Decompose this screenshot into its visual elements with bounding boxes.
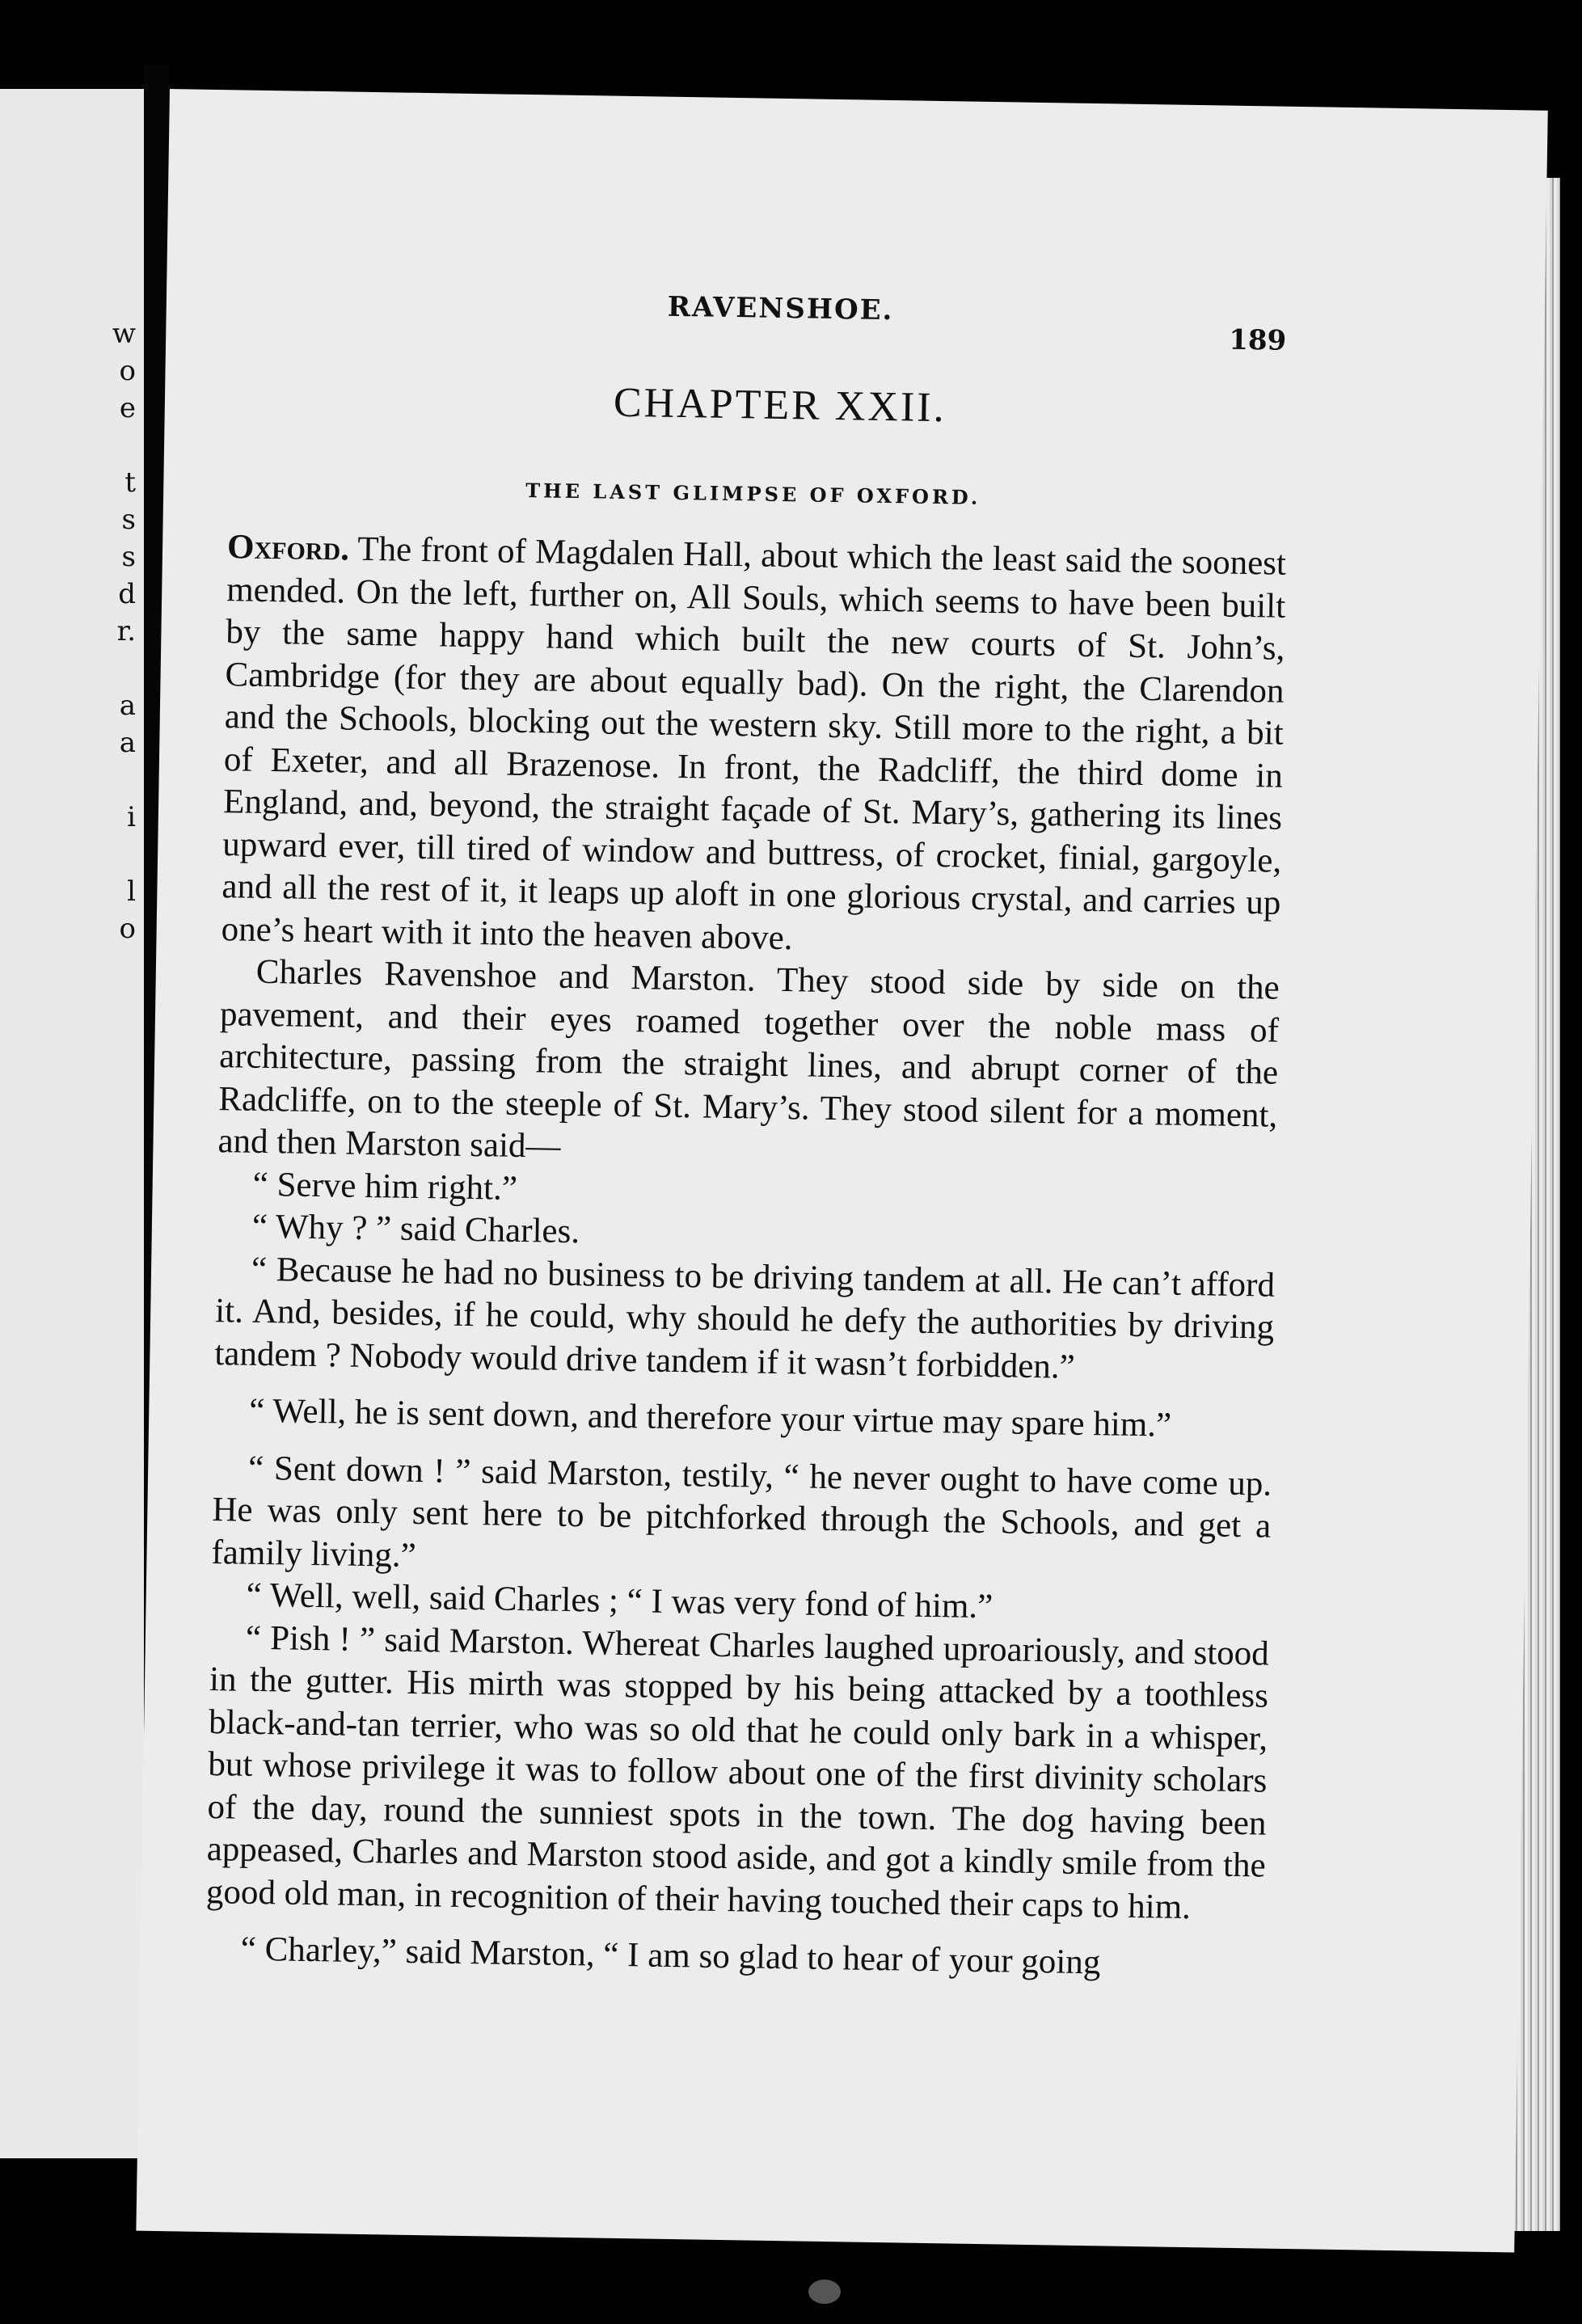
paragraph: “ Well, he is sent down, and therefore your virtue may spare him.”: [248, 1391, 1172, 1445]
right-page: [136, 89, 1547, 2252]
left-fragment: s: [121, 541, 136, 573]
paragraph: “ Why ? ” said Charles.: [251, 1207, 580, 1251]
left-fragment: [112, 650, 136, 687]
left-fragment: e: [119, 392, 136, 424]
paragraph: “ Pish ! ” said Marston. Whereat Charles laughed uproariously, and stood in the gutter. His mirth was stopped by his being attacked by a toothless black-and-tan terrier, who was so old that he could only bark in a whisper, but whose privilege it was to follow about one of the first divinity scholars of the day, round the sunniest spots in the town. The dog having been appeased, Charles and Marston stood aside, and got a kindly smile from the good old man, in recognition of their having touched their caps to him.: [205, 1618, 1270, 1926]
page-number: 189: [1228, 323, 1287, 357]
paragraph-lead: Oxford.: [226, 528, 350, 568]
left-fragment: r.: [116, 615, 136, 647]
paragraph: Charles Ravenshoe and Marston. They stood side by side on the pavement, and their eyes roamed together over the noble mass of architecture, passing from the straight lines, and abrupt corner of the Radcliffe, on to the steeple of St. Mary’s. They stood silent for a moment, and then Marston said—: [217, 952, 1280, 1166]
left-fragment: [112, 427, 136, 464]
left-fragment: a: [119, 690, 136, 722]
left-fragment: w: [112, 318, 136, 350]
paragraph: “ Because he had no business to be driving tandem at all. He can’t afford it. And, besides, if he could, why should he defy the authorities by driving tandem ? Nobody would drive tandem if it wasn’t forbidden.”: [214, 1250, 1276, 1386]
paragraph: “ Serve him right.”: [252, 1165, 518, 1208]
paragraph: “ Sent down ! ” said Marston, testily, “ he never ought to have come up. He was only sent here to be pitchforked through the Schools, and get a family living.”: [211, 1449, 1272, 1575]
left-fragment: o: [119, 913, 136, 945]
paragraph: “ Well, well, said Charles ; “ I was very fond of him.”: [246, 1575, 993, 1626]
paragraph: “ Charley,” said Marston, “ I am so glad to hear of your going: [240, 1930, 1101, 1982]
paragraph-text: The front of Magdalen Hall, about which the least said the soonest mended. On the left, further on, All Souls, which seems to have been built by the same happy hand which built the new courts of St. John’s, Cambridge (for they are about equally bad). On the right, the Clarendon and the Schools, blocking out the western sky. Still more to the right, a bit of Exeter, and all Brazenose. In front, the Radcliff, the third dome in England, and, beyond, the straight façade of St. Mary’s, gathering its lines upward ever, till tired of window and buttress, of crocket, finial, gargoyle, and all the rest of it, it leaps up aloft in one glorious crystal, and carries up one’s heart with it into the heaven above.: [221, 529, 1287, 957]
paragraph: [221, 526, 1286, 968]
left-fragment: o: [119, 355, 136, 387]
scan-blemish: [808, 2280, 841, 2304]
left-page: [0, 89, 144, 2158]
left-fragment: t: [124, 466, 136, 499]
left-fragment: l: [127, 875, 136, 908]
left-fragment: d: [118, 578, 136, 610]
left-fragment: a: [119, 727, 136, 759]
left-fragment: [112, 761, 136, 799]
left-fragment: i: [127, 801, 136, 833]
chapter-subtitle: THE LAST GLIMPSE OF OXFORD.: [525, 478, 981, 509]
left-fragment: s: [121, 504, 136, 536]
left-page-fragments: [112, 315, 136, 947]
left-fragment: [112, 836, 136, 873]
chapter-title: CHAPTER XXII.: [613, 379, 947, 432]
body-text: [205, 526, 1286, 1987]
running-head: RAVENSHOE.: [667, 290, 894, 327]
